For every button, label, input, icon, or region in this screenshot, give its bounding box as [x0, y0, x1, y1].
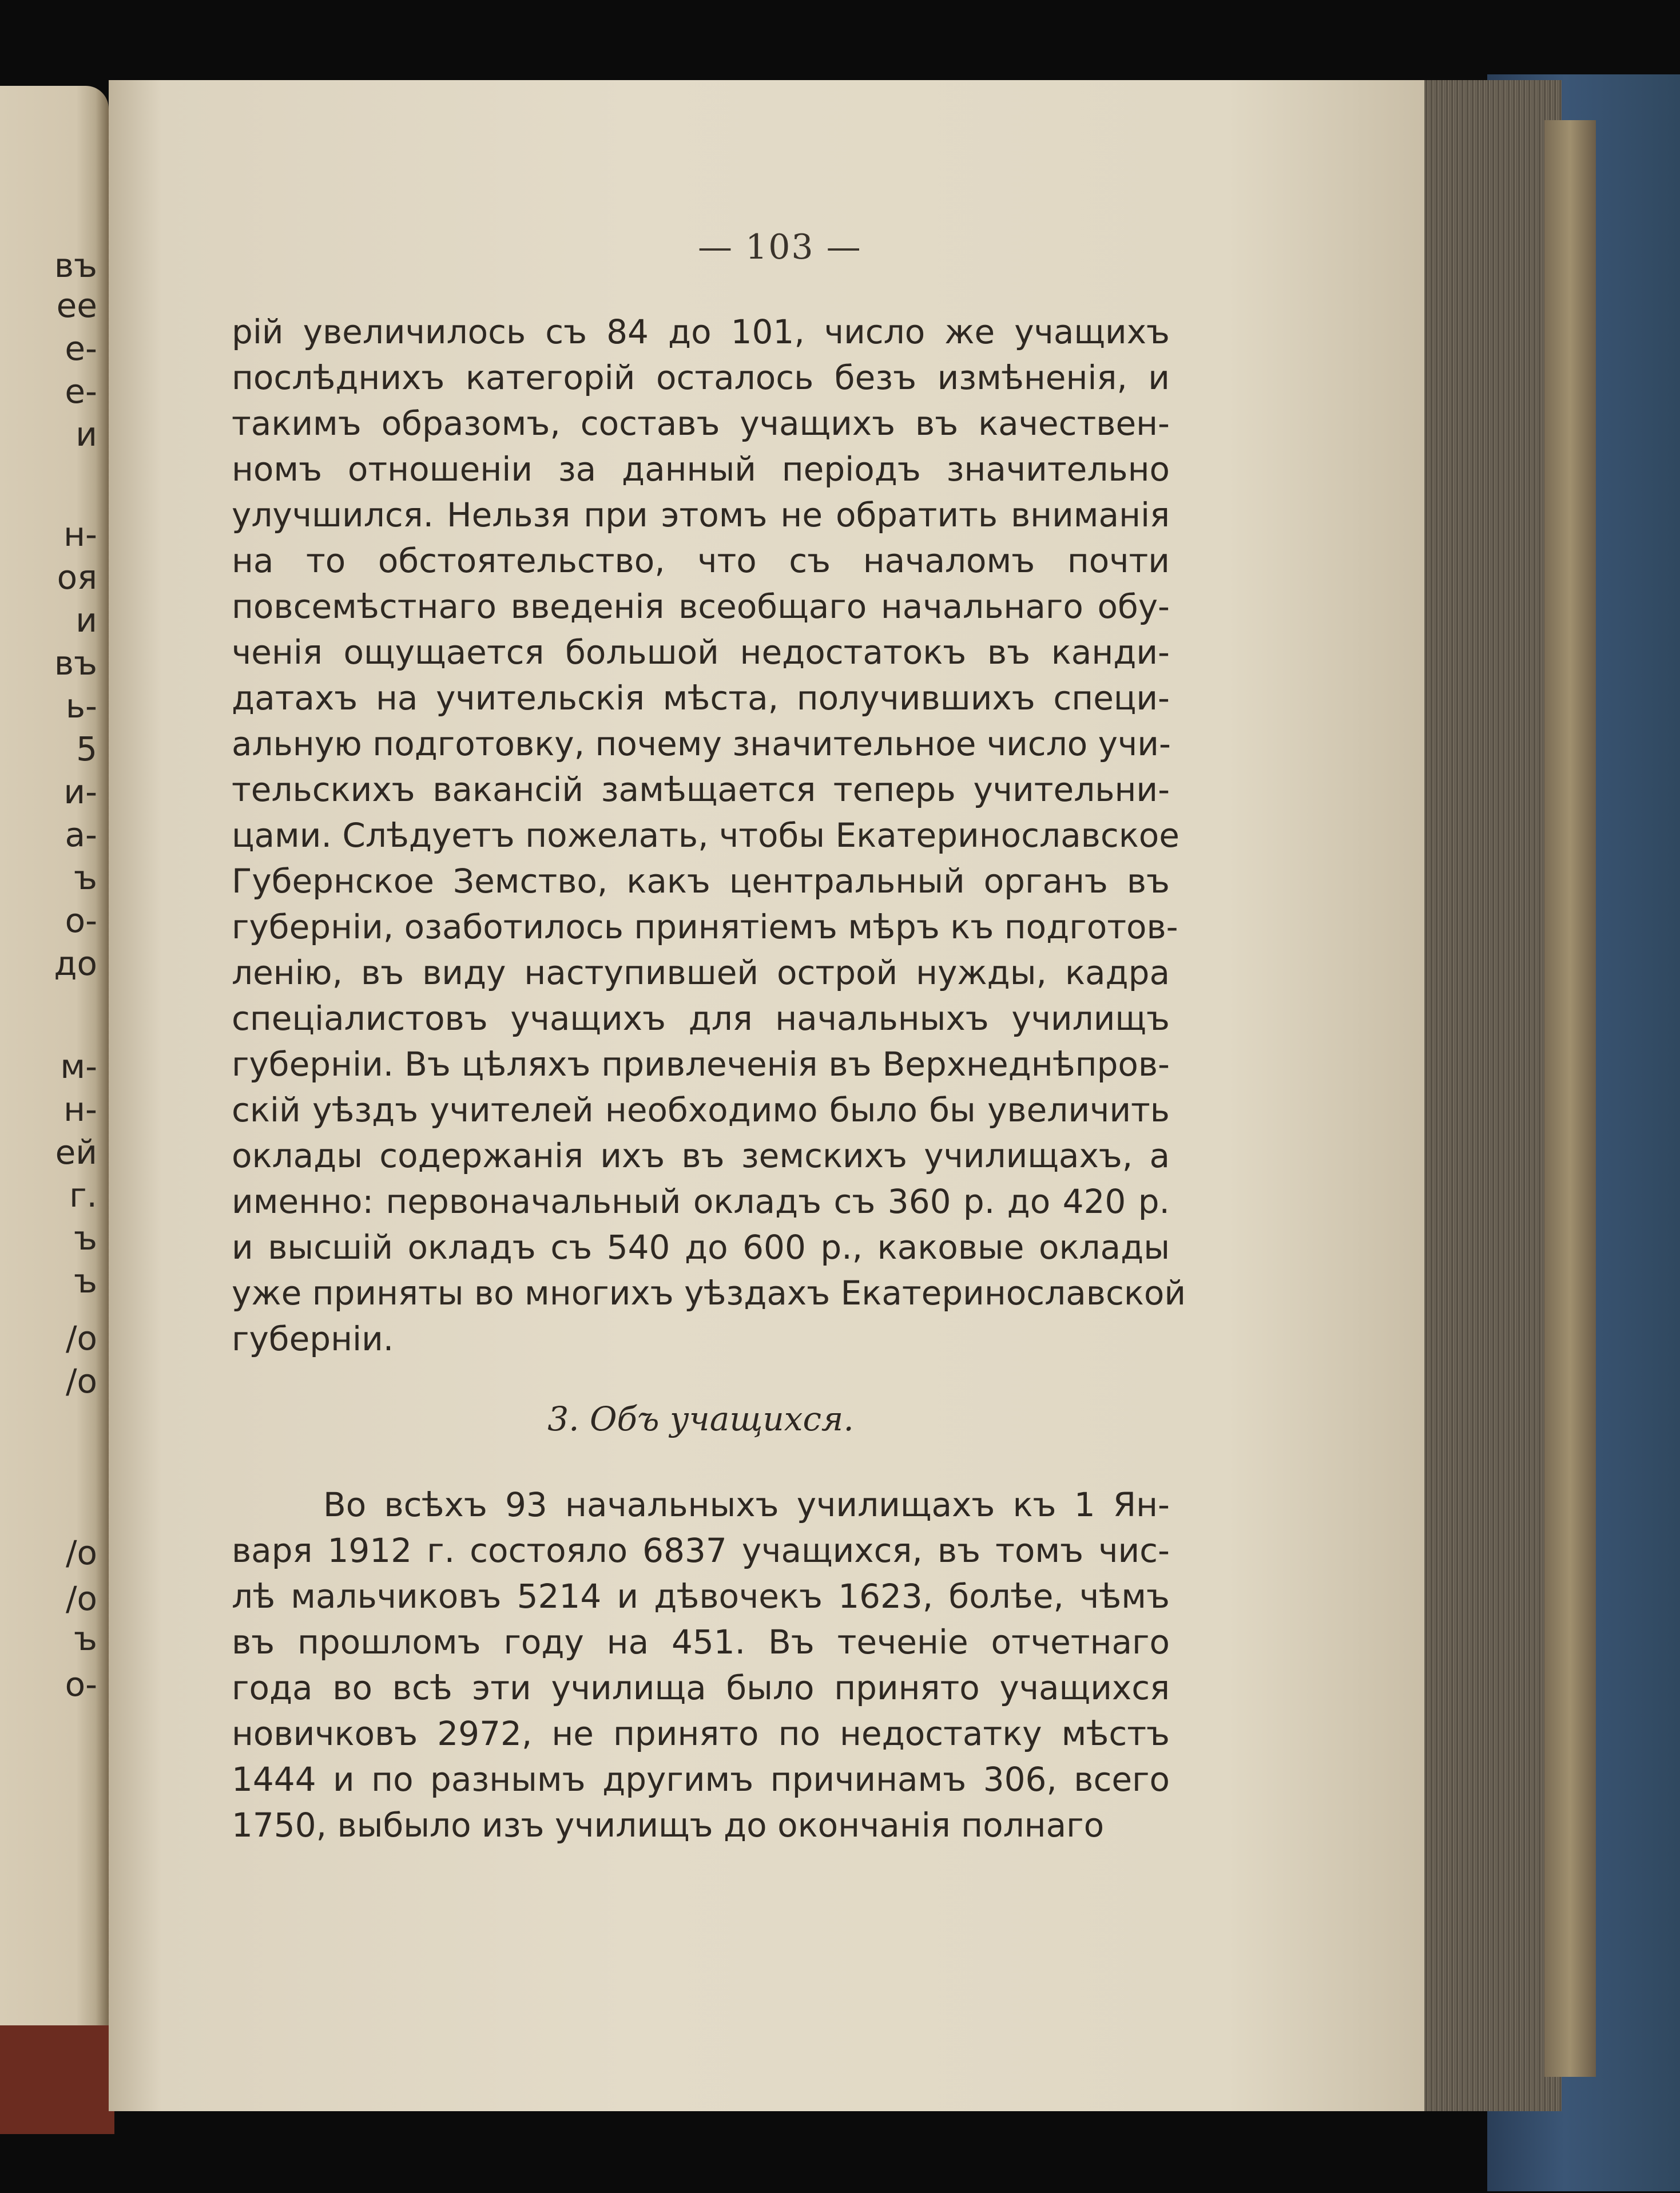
left-page-text: ее [56, 286, 97, 325]
left-page-text: ь- [65, 687, 97, 725]
text-line: скій уѣздъ учителей необходимо было бы увеличить [232, 1090, 1170, 1129]
text-line: датахъ на учительскія мѣста, получившихъ специ- [232, 679, 1170, 717]
text-line: номъ отношеніи за данный періодъ значительно [232, 450, 1170, 489]
left-page-text: ъ [74, 1262, 97, 1300]
page-stack-edges [1413, 80, 1562, 2111]
left-page-text: и [76, 415, 97, 454]
text-line: губерніи. Въ цѣляхъ привлеченія въ Верхнеднѣпров- [232, 1045, 1170, 1084]
left-page-text: г. [69, 1176, 97, 1215]
text-line: уже приняты во многихъ уѣздахъ Екатеринославской [232, 1274, 1186, 1312]
left-page-text: 5 [76, 729, 97, 768]
left-page-text: въ [54, 246, 97, 285]
text-line: такимъ образомъ, составъ учащихъ въ качествен- [232, 404, 1170, 443]
paragraph-1 [232, 309, 1186, 1362]
left-page-text: о- [65, 901, 97, 940]
left-page-text: /о [65, 1362, 97, 1401]
text-line: варя 1912 г. состояло 6837 учащихся, въ томъ чис- [232, 1531, 1170, 1570]
text-line: 1444 и по разнымъ другимъ причинамъ 306, всего [232, 1760, 1170, 1799]
text-line: рій увеличилось съ 84 до 101, число же учащихъ [232, 312, 1170, 351]
text-line: года во всѣ эти училища было принято учащихся [232, 1668, 1170, 1707]
text-line: ленію, въ виду наступившей острой нужды, кадра [232, 953, 1170, 992]
text-line: губерніи, озаботилось принятіемъ мѣръ къ подготов- [232, 907, 1178, 946]
text-line: Во всѣхъ 93 начальныхъ училищахъ къ 1 Ян- [323, 1485, 1170, 1524]
page-body [232, 309, 1186, 1848]
left-page-text: /о [65, 1533, 97, 1572]
left-page-text: ъ [74, 1219, 97, 1258]
left-page-text: о- [65, 1665, 97, 1704]
text-line: улучшился. Нельзя при этомъ не обратить вниманія [232, 495, 1170, 534]
page-stack-shadow [1544, 120, 1596, 2077]
text-line: спеціалистовъ учащихъ для начальныхъ училищъ [232, 999, 1170, 1038]
text-line: тельскихъ вакансій замѣщается теперь учительни- [232, 770, 1170, 809]
left-page-text: н- [63, 515, 97, 554]
left-page-text: ъ [74, 858, 97, 897]
left-page-text: е- [65, 329, 97, 368]
left-page-text: оя [57, 558, 97, 597]
text-line: Губернское Земство, какъ центральный органъ въ [232, 862, 1170, 901]
text-line: лѣ мальчиковъ 5214 и дѣвочекъ 1623, болѣе, чѣмъ [232, 1577, 1170, 1616]
text-line: цами. Слѣдуетъ пожелать, чтобы Екатеринославское [232, 816, 1179, 855]
left-page-text: въ [54, 644, 97, 683]
section-heading: 3. Объ учащихся. [547, 1399, 854, 1438]
text-line: новичковъ 2972, не принято по недостатку мѣстъ [232, 1714, 1170, 1753]
page-number: — 103 — [698, 227, 862, 267]
text-line: ченія ощущается большой недостатокъ въ канди- [232, 633, 1170, 672]
left-page-text: и [76, 601, 97, 640]
text-line: на то обстоятельство, что съ началомъ почти [232, 541, 1170, 580]
text-line: и высшій окладъ съ 540 до 600 р., каковые оклады [232, 1228, 1170, 1267]
left-page-text: и- [63, 772, 97, 811]
left-cover-edge [0, 2025, 114, 2134]
left-page-text: е- [65, 372, 97, 411]
left-page-text: /о [65, 1579, 97, 1618]
left-page-text: ъ [74, 1619, 97, 1658]
text-line: 1750, выбыло изъ училищъ до окончанія полнаго [232, 1806, 1105, 1845]
text-line: оклады содержанія ихъ въ земскихъ училищахъ, а [232, 1136, 1170, 1175]
left-page-text: н- [63, 1090, 97, 1129]
text-line: альную подготовку, почему значительное число учи- [232, 724, 1171, 763]
left-page-text: ей [55, 1133, 97, 1172]
left-page-text: /о [65, 1319, 97, 1358]
text-line: послѣднихъ категорій осталось безъ измѣненія, и [232, 358, 1170, 397]
text-line: губерніи. [232, 1319, 394, 1358]
text-line: въ прошломъ году на 451. Въ теченіе отчетнаго [232, 1623, 1170, 1661]
book-page [109, 80, 1424, 2111]
text-line: именно: первоначальный окладъ съ 360 р. до 420 р. [232, 1182, 1170, 1221]
left-page-text: до [54, 944, 97, 983]
text-line: повсемѣстнаго введенія всеобщаго начальнаго обу- [232, 587, 1170, 626]
left-page-text: а- [65, 815, 97, 854]
left-page-text: м- [60, 1047, 97, 1086]
left-page-fragment [0, 86, 109, 2100]
paragraph-2 [232, 1482, 1170, 1848]
